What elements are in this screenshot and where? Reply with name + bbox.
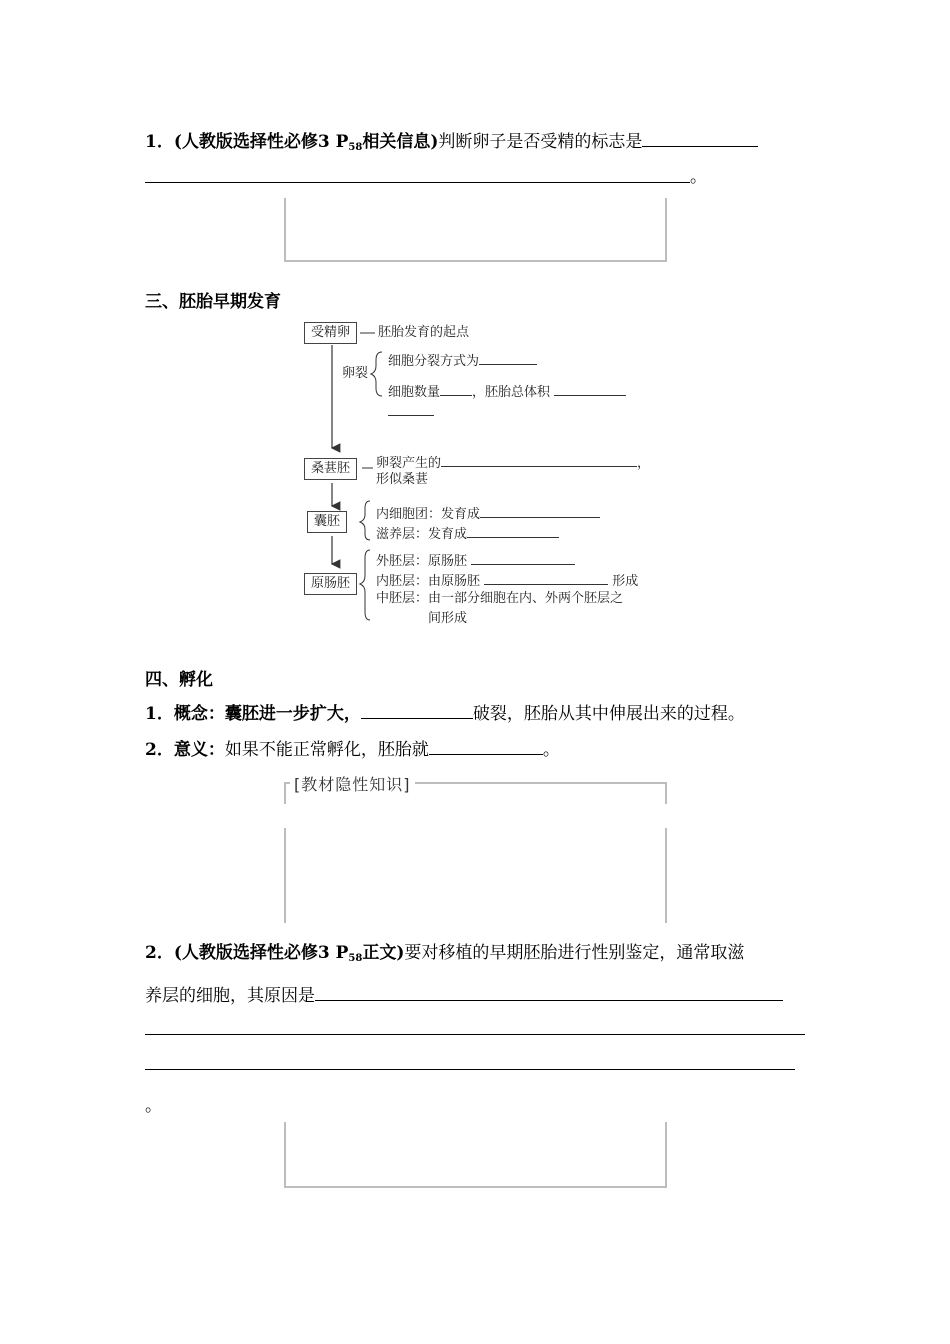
blastocyst-blank-1[interactable] (480, 504, 600, 518)
q2-answer-blank-2[interactable] (145, 1034, 805, 1035)
question-2-line-1: 2．(人教版选择性必修3 $P_{58}$正文)要对移植的早期胚胎进行性别鉴定，通常取滋 (145, 943, 745, 964)
question-2-line-2: 养层的细胞，其原因是 (145, 982, 783, 1007)
blastocyst-blank-2[interactable] (467, 524, 559, 538)
embryo-development-diagram (300, 318, 660, 633)
section-4-item-2: 2．意义：如果不能正常孵化，胚胎就 。 (145, 736, 560, 761)
blastocyst-item-1: 内细胞团：发育成 (376, 504, 600, 523)
hatching-blank-2[interactable] (429, 736, 543, 755)
hidden-knowledge-answer-box[interactable] (284, 828, 667, 923)
gastrula-blank-1[interactable] (471, 551, 575, 565)
q1-number: 1． (145, 132, 174, 152)
q2-answer-box[interactable] (284, 1122, 667, 1188)
q2-end: 。 (145, 1096, 162, 1116)
q1-end: 。 (690, 167, 707, 187)
node-gastrula: 原肠胚 (304, 573, 357, 595)
node-morula: 桑葚胚 (304, 458, 357, 480)
section-4-item-1: 1．概念：囊胚进一步扩大， 破裂，胚胎从其中伸展出来的过程。 (145, 700, 745, 725)
cleavage-item-2-cont (388, 402, 434, 421)
node-blastocyst: 囊胚 (307, 511, 347, 533)
q1-answer-blank-2[interactable] (145, 182, 690, 183)
q1-answer-blank-1[interactable] (642, 128, 758, 147)
morula-blank[interactable] (441, 453, 637, 467)
cleavage-label: 卵裂 (342, 366, 369, 381)
q1-text: 判断卵子是否受精的标志是 (438, 132, 643, 152)
blastocyst-item-2: 滋养层：发育成 (376, 524, 559, 543)
q1-source: (人教版选择性必修3 P (173, 132, 349, 152)
cleavage-blank-4[interactable] (388, 402, 434, 416)
hatching-blank-1[interactable] (361, 700, 473, 719)
cleavage-item-2: 细胞数量 ，胚胎总体积 (388, 382, 626, 401)
cleavage-item-1: 细胞分裂方式为 (388, 351, 537, 370)
gastrula-item-4: 间形成 (428, 611, 468, 626)
q1-source-tail: 相关信息) (362, 132, 439, 152)
q1-answer-box[interactable] (284, 198, 667, 262)
q1-source-sub: 58 (348, 142, 363, 153)
q2-answer-blank-3[interactable] (145, 1069, 795, 1070)
zygote-desc: 胚胎发育的起点 (378, 325, 470, 340)
morula-desc-2: 形似桑葚 (376, 472, 429, 487)
gastrula-item-3: 中胚层：由一部分细胞在内、外两个胚层之 (376, 591, 624, 606)
question-1 (145, 128, 758, 159)
hidden-knowledge-tag: [教材隐性知识] (290, 772, 415, 795)
node-zygote: 受精卵 (304, 322, 357, 344)
q2-answer-blank-1[interactable] (315, 982, 783, 1001)
section-4-title: 四、孵化 (145, 670, 213, 690)
morula-desc-1: 卵裂产生的 ， (376, 453, 650, 472)
section-3-title: 三、胚胎早期发育 (145, 292, 281, 312)
cleavage-blank-2[interactable] (440, 382, 472, 396)
cleavage-blank-1[interactable] (479, 351, 537, 365)
gastrula-blank-2[interactable] (484, 571, 608, 585)
gastrula-item-2: 内胚层：由原肠胚 形成 (376, 571, 638, 590)
cleavage-blank-3[interactable] (554, 382, 626, 396)
gastrula-item-1: 外胚层：原肠胚 (376, 551, 575, 570)
